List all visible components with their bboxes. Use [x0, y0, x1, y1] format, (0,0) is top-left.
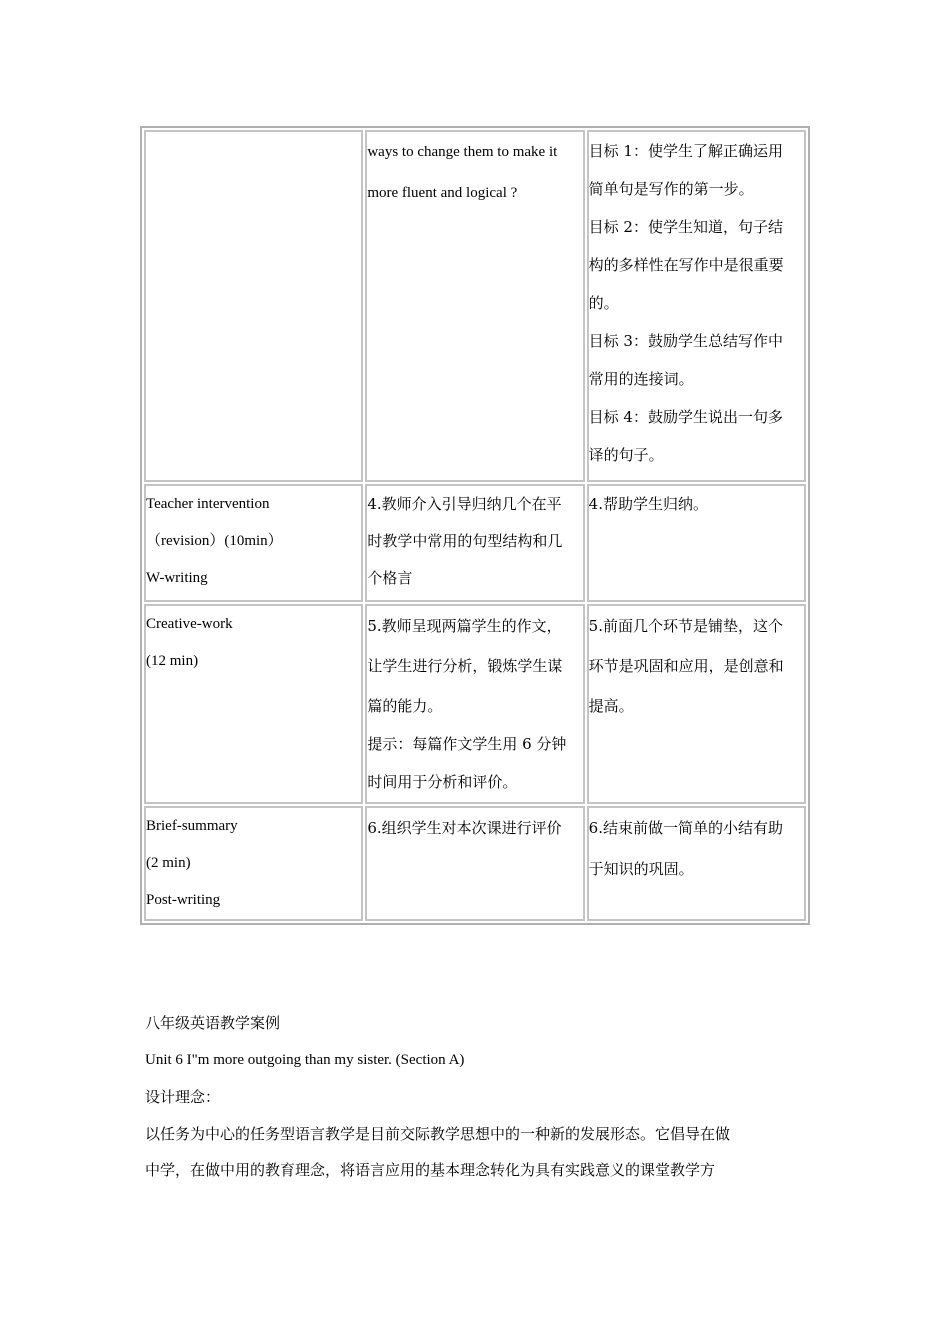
cell-line: 环节是巩固和应用，是创意和 — [588, 657, 784, 675]
stage-cell — [144, 806, 363, 921]
cell-line: 篇的能力。 — [367, 697, 443, 715]
cell-line: Creative-work — [146, 616, 233, 632]
teaching-case-section — [145, 1005, 810, 1188]
cell-line: 让学生进行分析，锻炼学生谋 — [367, 657, 563, 675]
cell-line: Teacher intervention — [146, 496, 270, 512]
purpose-cell — [587, 484, 806, 602]
purpose-cell — [587, 806, 806, 921]
teacher-activity-cell — [365, 130, 584, 482]
cell-line: 译的句子。 — [588, 446, 664, 464]
cell-line: 常用的连接词。 — [588, 370, 694, 388]
cell-line: 4.教师介入引导归纳几个在平 — [367, 495, 562, 513]
cell-line: 6.组织学生对本次课进行评价 — [367, 819, 562, 837]
cell-line: 简单句是写作的第一步。 — [588, 180, 754, 198]
cell-line: (2 min) — [146, 855, 191, 871]
unit-title: Unit 6 I"m more outgoing than my sister. (Section A) — [145, 1052, 465, 1068]
cell-line: 于知识的巩固。 — [588, 860, 694, 878]
case-heading: 八年级英语教学案例 — [145, 1014, 281, 1032]
cell-line: Post-writing — [146, 892, 221, 908]
cell-line: 目标 4：鼓励学生说出一句多 — [588, 408, 783, 426]
table-row — [144, 484, 806, 602]
lesson-plan-table — [140, 126, 810, 925]
cell-line: 的。 — [588, 294, 619, 312]
cell-line: 时教学中常用的句型结构和几 — [367, 532, 563, 550]
cell-line: 目标 1：使学生了解正确运用 — [588, 142, 783, 160]
cell-line: （revision）(10min） — [146, 533, 283, 549]
teacher-activity-cell — [365, 604, 584, 804]
purpose-cell — [587, 604, 806, 804]
concept-label: 设计理念： — [145, 1088, 221, 1106]
purpose-cell — [587, 130, 806, 482]
cell-line: 目标 2：使学生知道，句子结 — [588, 218, 783, 236]
stage-cell — [144, 130, 363, 482]
stage-cell — [144, 604, 363, 804]
cell-line: 5.前面几个环节是铺垫，这个 — [588, 617, 783, 635]
paragraph-line: 中学，在做中用的教育理念，将语言应用的基本理念转化为具有实践意义的课堂教学方 — [145, 1161, 716, 1179]
cell-line: Brief-summary — [146, 818, 238, 834]
cell-line: 5.教师呈现两篇学生的作文， — [367, 617, 562, 635]
teacher-activity-cell — [365, 484, 584, 602]
teacher-activity-cell — [365, 806, 584, 921]
cell-line: 目标 3：鼓励学生总结写作中 — [588, 332, 783, 350]
cell-line: 提高。 — [588, 697, 634, 715]
concept-paragraph — [145, 1116, 810, 1188]
cell-line: ways to change them to make it — [367, 144, 558, 160]
cell-line: 构的多样性在写作中是很重要 — [588, 256, 784, 274]
paragraph-line: 以任务为中心的任务型语言教学是目前交际教学思想中的一种新的发展形态。它倡导在做 — [145, 1125, 731, 1143]
cell-line: (12 min) — [146, 653, 199, 669]
cell-line: 6.结束前做一简单的小结有助 — [588, 819, 783, 837]
cell-line: 4.帮助学生归纳。 — [588, 495, 708, 513]
cell-line: 提示：每篇作文学生用 6 分钟 — [367, 735, 567, 753]
cell-line: 时间用于分析和评价。 — [367, 773, 518, 791]
cell-line: 个格言 — [367, 569, 413, 587]
table-row — [144, 806, 806, 921]
table-row — [144, 130, 806, 482]
cell-line: more fluent and logical ? — [367, 185, 518, 201]
stage-cell — [144, 484, 363, 602]
cell-line: W-writing — [146, 570, 208, 586]
table-row — [144, 604, 806, 804]
